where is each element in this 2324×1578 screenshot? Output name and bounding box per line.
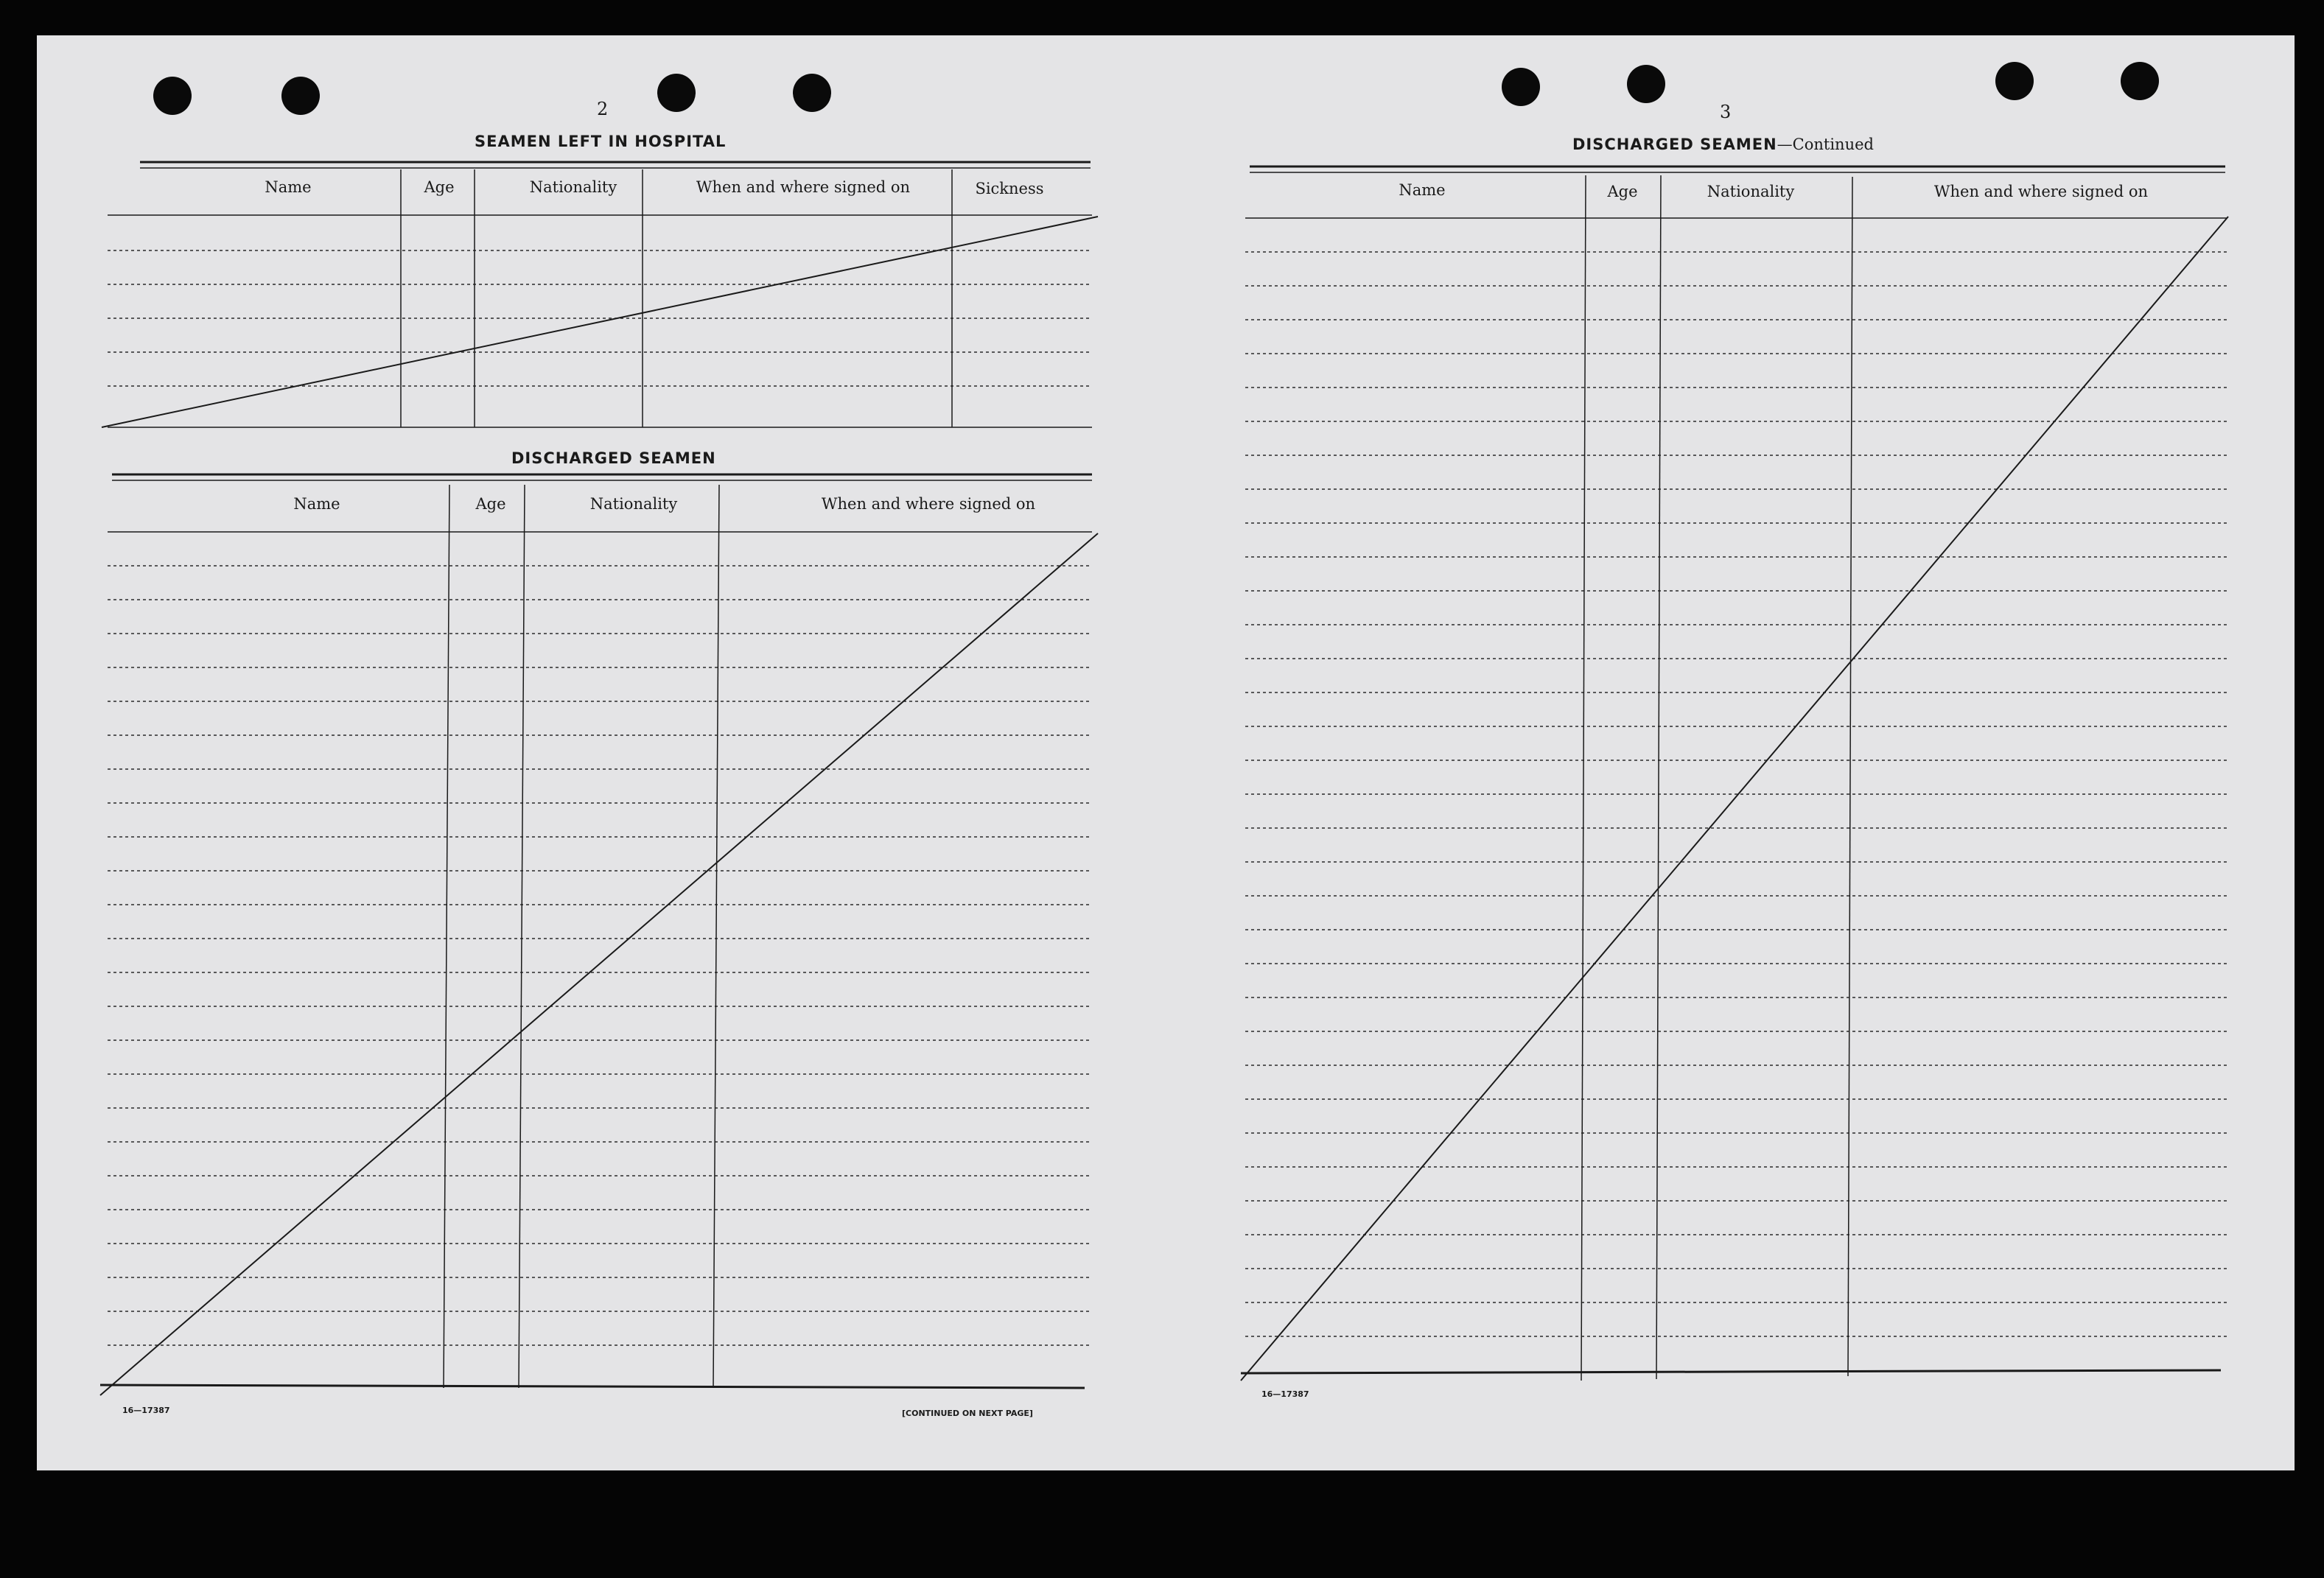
discharged-col-name: Name <box>293 495 340 513</box>
hospital-col-name: Name <box>265 178 312 196</box>
discharged-section-title: DISCHARGED SEAMEN <box>511 449 716 467</box>
discharged-col-signed-on: When and where signed on <box>821 495 1036 513</box>
form-ruling <box>37 35 2295 1470</box>
form-number-left: 16—17387 <box>122 1406 170 1415</box>
hospital-col-nationality: Nationality <box>529 178 617 196</box>
continued-col-nationality: Nationality <box>1707 183 1795 200</box>
page-number-left: 2 <box>597 99 609 119</box>
continued-col-signed-on: When and where signed on <box>1933 183 2149 200</box>
continued-note: [CONTINUED ON NEXT PAGE] <box>902 1409 1033 1418</box>
hospital-section-title: SEAMEN LEFT IN HOSPITAL <box>475 133 727 150</box>
hospital-col-signed-on: When and where signed on <box>696 178 911 196</box>
page-number-right: 3 <box>1720 102 1732 122</box>
continued-title-main: DISCHARGED SEAMEN <box>1572 136 1777 153</box>
hospital-col-sickness: Sickness <box>975 180 1044 197</box>
hospital-col-age: Age <box>424 178 455 196</box>
continued-col-name: Name <box>1399 181 1446 199</box>
discharged-col-nationality: Nationality <box>589 495 678 513</box>
form-number-right: 16—17387 <box>1261 1389 1309 1399</box>
continued-col-age: Age <box>1607 183 1638 200</box>
document-sheet <box>37 35 2295 1470</box>
discharged-col-age: Age <box>475 495 506 513</box>
continued-title-suffix: —Continued <box>1777 136 1874 153</box>
